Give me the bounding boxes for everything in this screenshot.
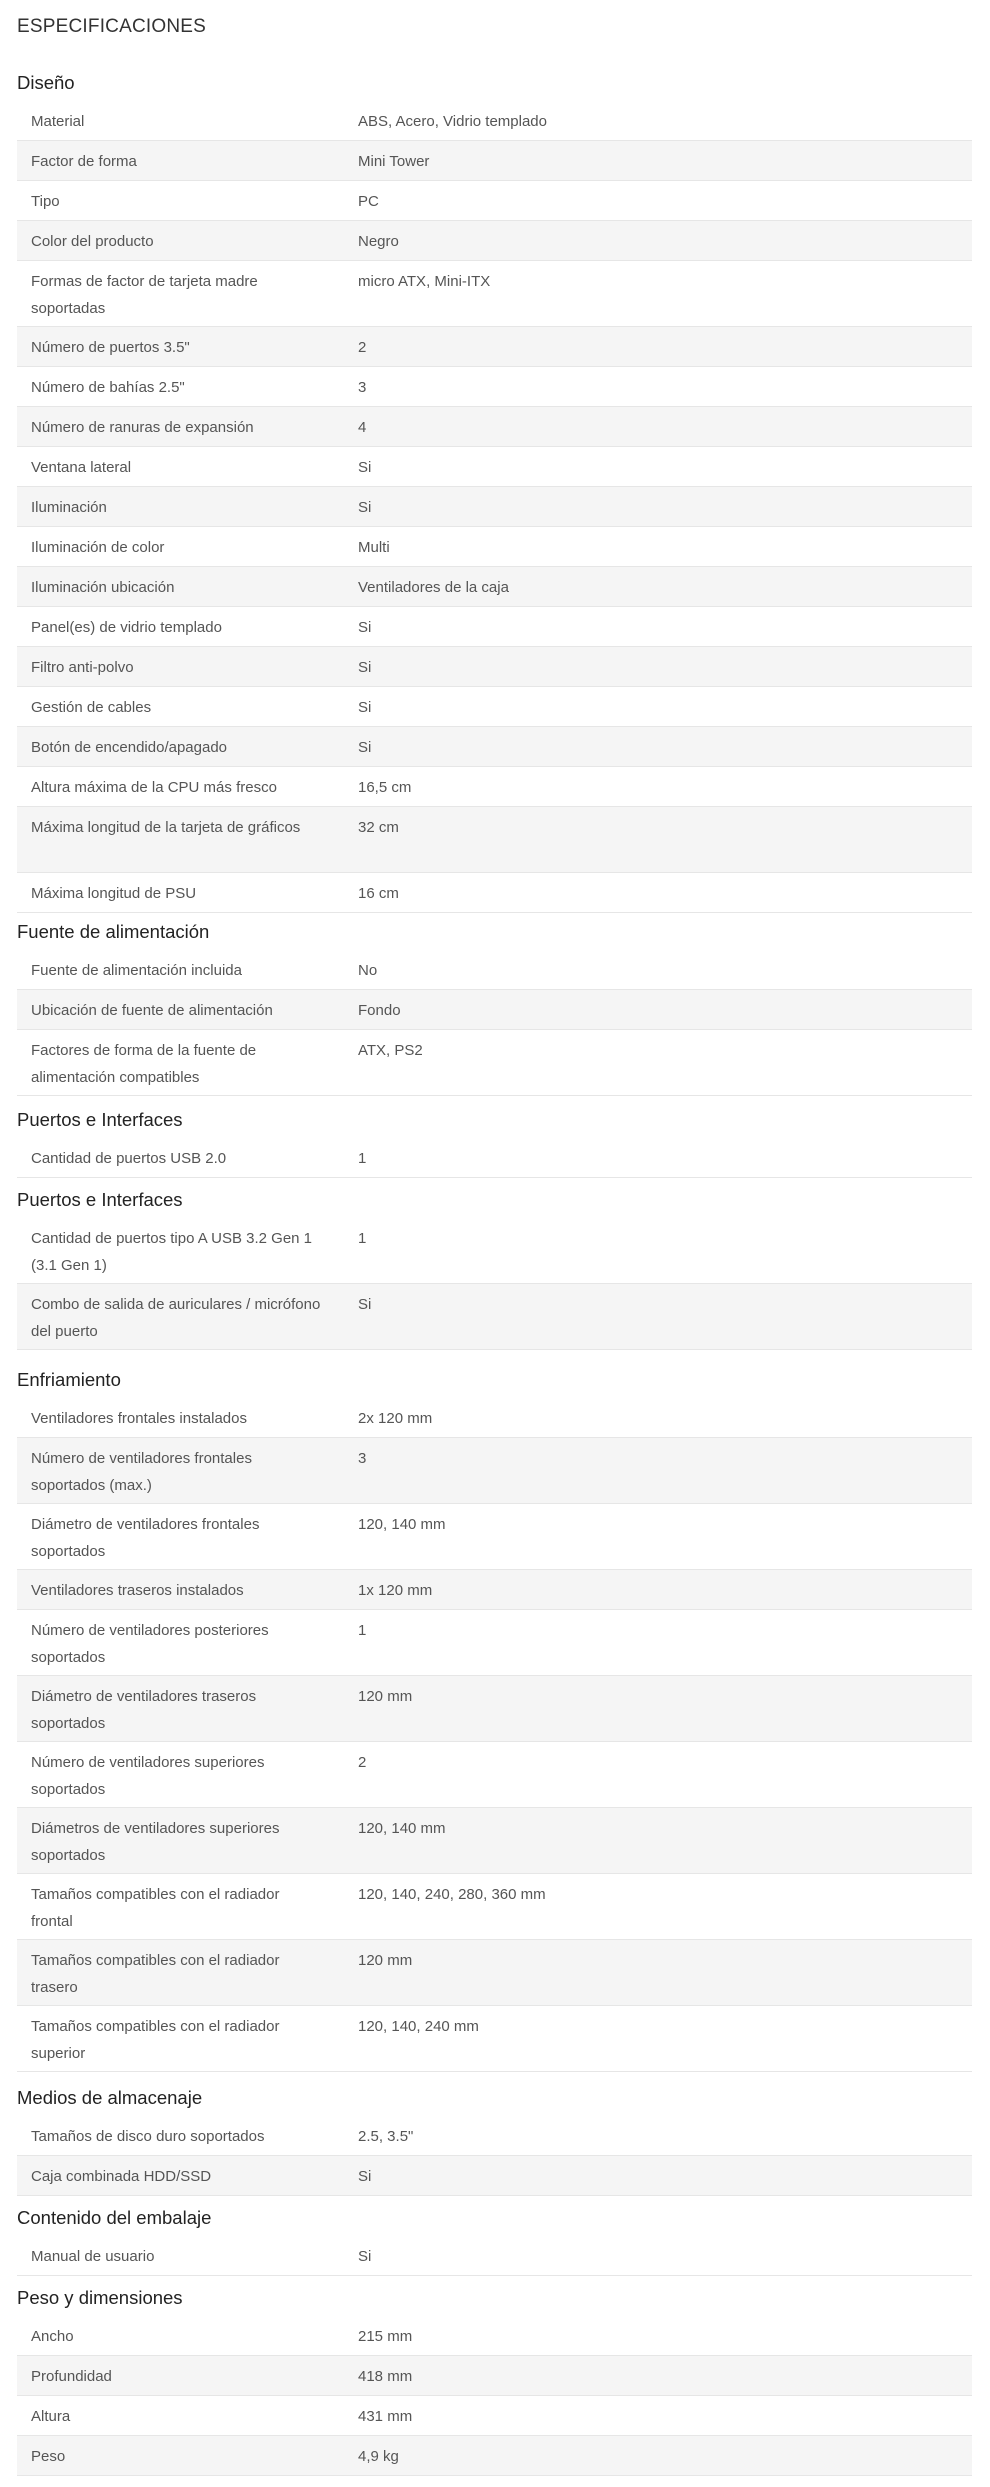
spec-value: Ventiladores de la caja	[358, 579, 509, 596]
spec-label: Cantidad de puertos tipo A USB 3.2 Gen 1 (3.1 Gen 1)	[31, 1230, 313, 1274]
section-heading: Contenido del embalaje	[17, 2207, 212, 2228]
spec-value: Si	[358, 2248, 372, 2265]
spec-label: Manual de usuario	[31, 2248, 155, 2265]
spec-value: 1	[358, 1150, 367, 1167]
spec-label: Ventiladores frontales instalados	[31, 1410, 247, 1427]
page-title: ESPECIFICACIONES	[17, 16, 207, 37]
spec-row	[17, 1398, 972, 1438]
spec-value: 431 mm	[358, 2408, 413, 2425]
spec-value: 32 cm	[358, 819, 399, 836]
spec-value: 1x 120 mm	[358, 1582, 433, 1599]
spec-row	[17, 181, 972, 221]
section-heading: Peso y dimensiones	[17, 2287, 183, 2308]
spec-label: Número de ventiladores frontales soportados (max.)	[31, 1450, 252, 1494]
spec-label: Altura	[31, 2408, 71, 2425]
spec-value: Si	[358, 1296, 372, 1313]
spec-label: Número de ventiladores posteriores soportados	[31, 1622, 269, 1666]
spec-label: Iluminación de color	[31, 539, 165, 556]
spec-label: Tamaños de disco duro soportados	[31, 2128, 265, 2145]
spec-label: Factor de forma	[31, 153, 137, 170]
section-heading: Enfriamiento	[17, 1369, 121, 1390]
spec-row	[17, 567, 972, 607]
spec-row	[17, 727, 972, 767]
spec-value: 1	[358, 1230, 367, 1247]
spec-row	[17, 2316, 972, 2356]
spec-value: 2	[358, 339, 367, 356]
spec-row	[17, 1874, 972, 1940]
spec-label: Fuente de alimentación incluida	[31, 962, 242, 979]
spec-label: Iluminación	[31, 499, 107, 516]
spec-row	[17, 1742, 972, 1808]
spec-value: micro ATX, Mini-ITX	[358, 273, 491, 290]
spec-label: Tamaños compatibles con el radiador trasero	[31, 1952, 280, 1996]
spec-label: Botón de encendido/apagado	[31, 739, 228, 756]
spec-row	[17, 2396, 972, 2436]
spec-row	[17, 1438, 972, 1504]
spec-row	[17, 327, 972, 367]
spec-value: Si	[358, 619, 372, 636]
spec-label: Panel(es) de vidrio templado	[31, 619, 222, 636]
spec-label: Número de ventiladores superiores soportados	[31, 1754, 265, 1798]
spec-row	[17, 407, 972, 447]
spec-row	[17, 2356, 972, 2396]
spec-value: 2x 120 mm	[358, 1410, 433, 1427]
spec-value: Si	[358, 2168, 372, 2185]
spec-value: 16 cm	[358, 885, 399, 902]
spec-row	[17, 647, 972, 687]
spec-label: Filtro anti-polvo	[31, 659, 134, 676]
spec-row	[17, 447, 972, 487]
spec-value: 120, 140, 240 mm	[358, 2018, 479, 2035]
spec-label: Profundidad	[31, 2368, 112, 2385]
spec-value: 120, 140 mm	[358, 1516, 446, 1533]
spec-row	[17, 1676, 972, 1742]
spec-value: 3	[358, 1450, 367, 1467]
spec-value: PC	[358, 193, 379, 210]
spec-value: 120, 140, 240, 280, 360 mm	[358, 1886, 546, 1903]
spec-row	[17, 101, 972, 141]
spec-value: 215 mm	[358, 2328, 413, 2345]
spec-row	[17, 767, 972, 807]
spec-row	[17, 607, 972, 647]
spec-value: 4	[358, 419, 367, 436]
spec-row	[17, 367, 972, 407]
spec-label: Ventana lateral	[31, 459, 132, 476]
spec-row	[17, 990, 972, 1030]
spec-label: Formas de factor de tarjeta madre soportadas	[31, 273, 258, 317]
spec-label: Caja combinada HDD/SSD	[31, 2168, 212, 2185]
spec-label: Factores de forma de la fuente de alimentación compatibles	[31, 1042, 257, 1086]
spec-value: Fondo	[358, 1002, 401, 1019]
spec-row	[17, 1030, 972, 1096]
spec-row	[17, 1504, 972, 1570]
spec-label: Peso	[31, 2448, 66, 2465]
spec-value: 418 mm	[358, 2368, 413, 2385]
spec-value: 3	[358, 379, 367, 396]
spec-value: Si	[358, 659, 372, 676]
section-heading: Puertos e Interfaces	[17, 1109, 183, 1130]
spec-value: Multi	[358, 539, 390, 556]
section-heading: Medios de almacenaje	[17, 2087, 203, 2108]
spec-label: Diámetro de ventiladores traseros soportados	[31, 1688, 257, 1732]
spec-value: Negro	[358, 233, 399, 250]
spec-row	[17, 2436, 972, 2476]
spec-label: Tipo	[31, 193, 60, 210]
spec-label: Diámetros de ventiladores superiores soportados	[31, 1820, 280, 1864]
spec-label: Tamaños compatibles con el radiador frontal	[31, 1886, 280, 1930]
spec-value: 2	[358, 1754, 367, 1771]
spec-label: Gestión de cables	[31, 699, 152, 716]
spec-value: ATX, PS2	[358, 1042, 423, 1059]
spec-row	[17, 1138, 972, 1178]
spec-value: 2.5, 3.5"	[358, 2128, 414, 2145]
spec-row	[17, 950, 972, 990]
spec-label: Máxima longitud de la tarjeta de gráficos	[31, 819, 301, 836]
spec-label: Ubicación de fuente de alimentación	[31, 1002, 273, 1019]
spec-value: 120 mm	[358, 1688, 413, 1705]
spec-value: 4,9 kg	[358, 2448, 399, 2465]
spec-label: Tamaños compatibles con el radiador superior	[31, 2018, 280, 2062]
spec-label: Color del producto	[31, 233, 154, 250]
spec-label: Máxima longitud de PSU	[31, 885, 197, 902]
spec-label: Diámetro de ventiladores frontales soportados	[31, 1516, 260, 1560]
spec-row	[17, 261, 972, 327]
spec-row	[17, 2116, 972, 2156]
section-heading: Diseño	[17, 72, 75, 93]
spec-row	[17, 807, 972, 873]
spec-label: Número de puertos 3.5"	[31, 339, 190, 356]
section-heading: Fuente de alimentación	[17, 921, 210, 942]
spec-row	[17, 487, 972, 527]
spec-value: ABS, Acero, Vidrio templado	[358, 113, 547, 130]
spec-label: Iluminación ubicación	[31, 579, 175, 596]
spec-label: Ventiladores traseros instalados	[31, 1582, 244, 1599]
spec-row	[17, 2006, 972, 2072]
spec-row	[17, 2156, 972, 2196]
spec-row	[17, 141, 972, 181]
spec-label: Ancho	[31, 2328, 74, 2345]
spec-value: 16,5 cm	[358, 779, 412, 796]
spec-label: Cantidad de puertos USB 2.0	[31, 1150, 227, 1167]
spec-label: Número de bahías 2.5"	[31, 379, 185, 396]
spec-row	[17, 1218, 972, 1284]
spec-value: Si	[358, 499, 372, 516]
spec-value: Si	[358, 699, 372, 716]
spec-label: Altura máxima de la CPU más fresco	[31, 779, 277, 796]
spec-value: 120 mm	[358, 1952, 413, 1969]
spec-row	[17, 1808, 972, 1874]
spec-row	[17, 527, 972, 567]
spec-label: Número de ranuras de expansión	[31, 419, 254, 436]
spec-row	[17, 1284, 972, 1350]
spec-row	[17, 687, 972, 727]
spec-value: 1	[358, 1622, 367, 1639]
spec-value: Si	[358, 459, 372, 476]
spec-value: Mini Tower	[358, 153, 430, 170]
spec-row	[17, 1570, 972, 1610]
spec-row	[17, 221, 972, 261]
spec-value: No	[358, 962, 378, 979]
spec-row	[17, 1610, 972, 1676]
section-heading: Puertos e Interfaces	[17, 1189, 183, 1210]
spec-label: Material	[31, 113, 85, 130]
spec-row	[17, 873, 972, 913]
spec-row	[17, 2236, 972, 2276]
spec-row	[17, 1940, 972, 2006]
spec-value: Si	[358, 739, 372, 756]
spec-label: Combo de salida de auriculares / micrófono del puerto	[31, 1296, 321, 1340]
spec-value: 120, 140 mm	[358, 1820, 446, 1837]
